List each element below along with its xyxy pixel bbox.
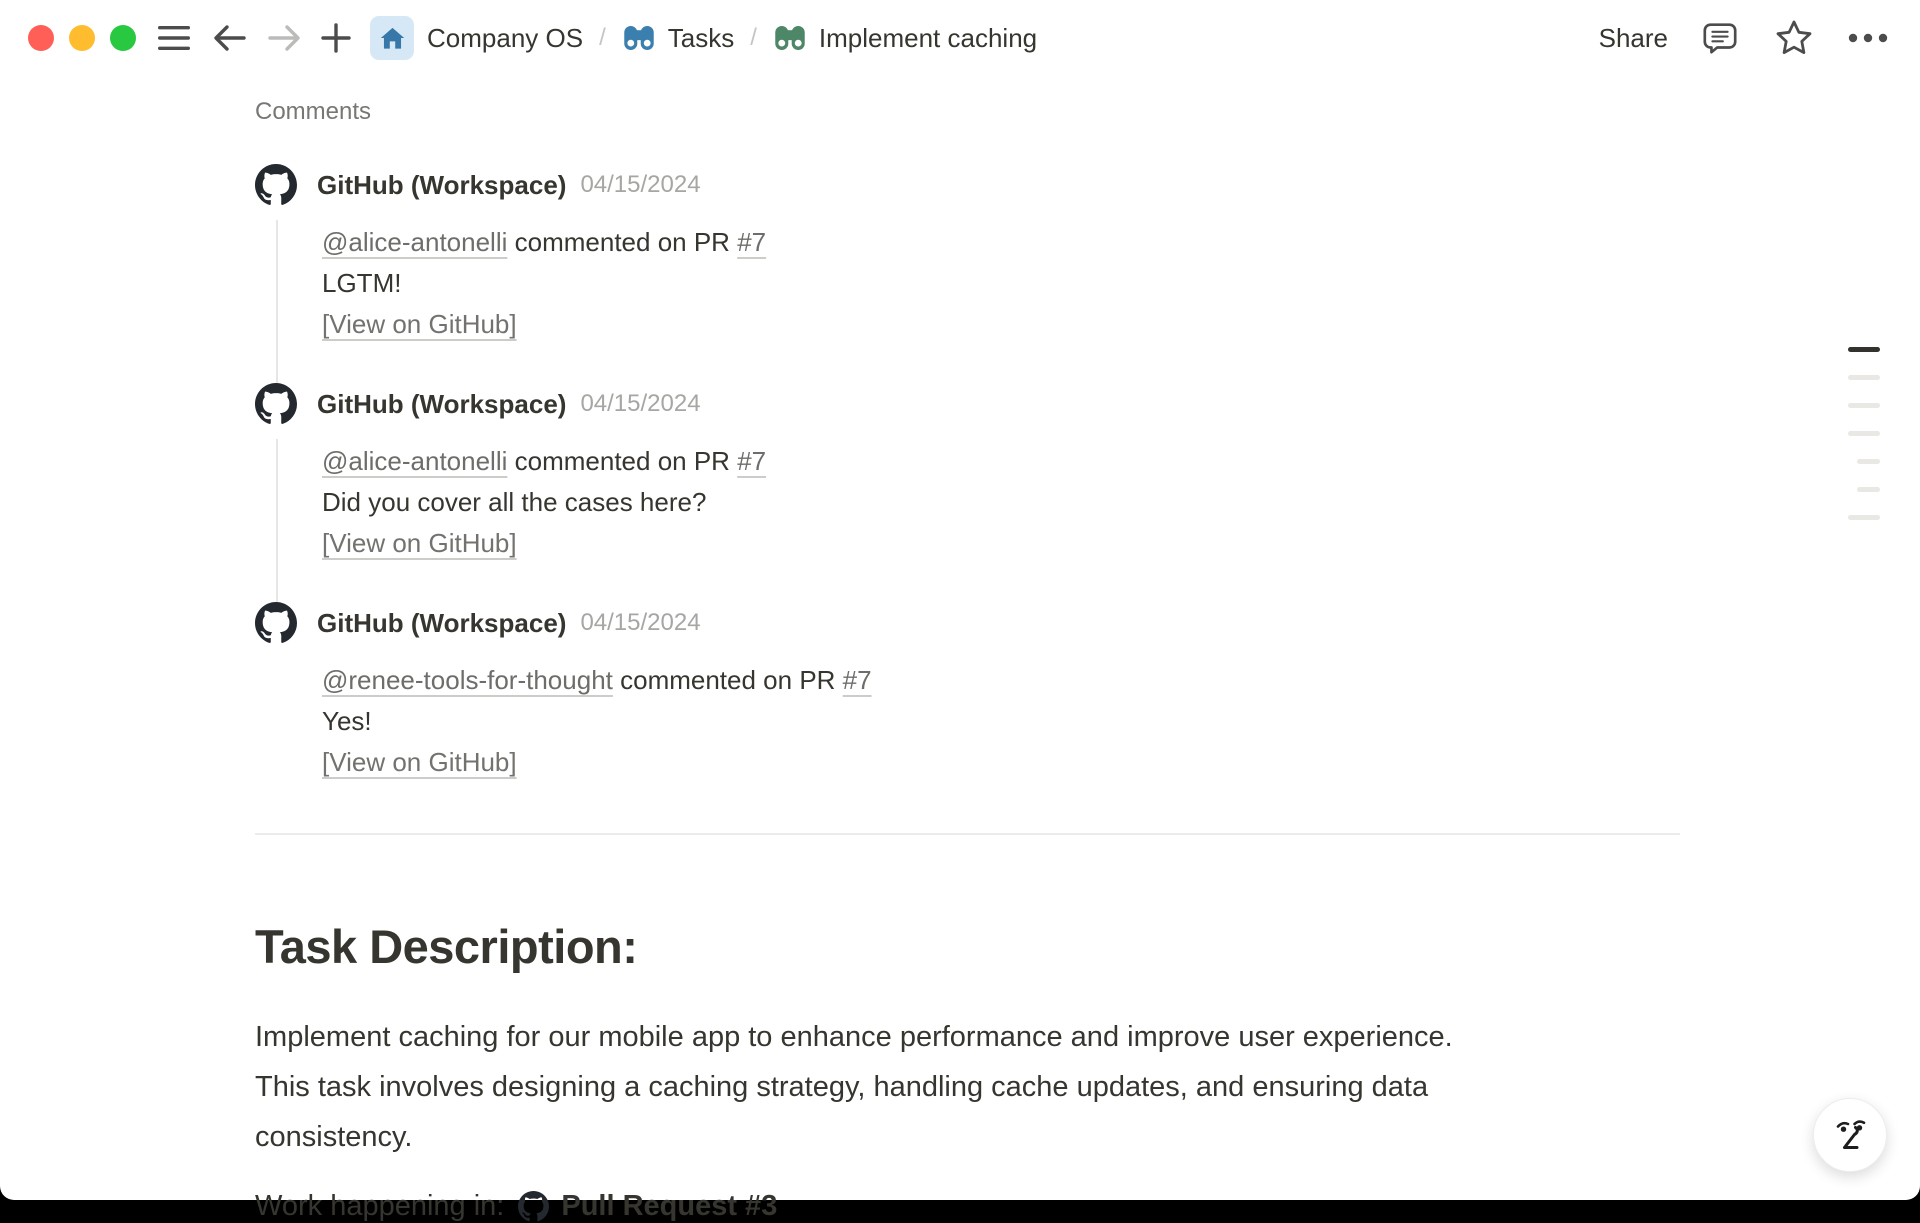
binoculars-green-icon [773,21,807,55]
comment-author: GitHub (Workspace) [317,169,567,200]
close-window-button[interactable] [28,25,54,51]
comment-action-text: commented on PR [620,665,836,695]
comment-action-text: commented on PR [514,446,730,476]
favorite-star-icon[interactable] [1772,16,1816,60]
comment-date: 04/15/2024 [580,609,701,636]
breadcrumb-item-company-os[interactable] [370,16,583,60]
task-description-line: consistency. [255,1121,413,1153]
comment-text: Did you cover all the cases here? [322,487,707,517]
github-avatar-icon [255,164,297,206]
comment-header [255,602,1680,644]
task-description-line: This task involves designing a caching strategy, handling cache updates, and ensuring data [255,1071,1429,1103]
breadcrumb-label: Company OS [427,22,584,53]
comments-section-label: Comments [255,98,372,125]
comment-body [322,425,1680,564]
section-divider [255,833,1680,835]
comment-header [255,383,1680,425]
mention-link[interactable]: @renee-tools-for-thought [322,665,613,695]
breadcrumb-item-tasks[interactable] [622,21,734,55]
task-description-text [255,1012,1680,1162]
comment-meta-line [322,660,1680,701]
notion-ai-button[interactable] [1813,1098,1887,1172]
breadcrumb-item-implement-caching[interactable] [773,21,1037,55]
window-controls [28,25,136,51]
task-description-heading: Task Description: [255,920,638,973]
comment-item [255,383,1680,564]
github-avatar-icon [255,602,297,644]
breadcrumb [370,16,1037,60]
comments-icon[interactable] [1698,16,1742,60]
sidebar-toggle-icon[interactable] [154,18,194,58]
comment-header [255,164,1680,206]
breadcrumb-separator: / [599,24,606,51]
outline-bar[interactable] [1848,431,1880,436]
mention-link[interactable]: @alice-antonelli [322,446,508,476]
comment-body [322,206,1680,345]
page-outline-indicator[interactable] [1848,347,1880,543]
comment-meta-line [322,222,1680,263]
minimize-window-button[interactable] [69,25,95,51]
topbar [0,0,1920,76]
breadcrumb-separator: / [750,24,757,51]
comment-text: Yes! [322,706,372,736]
page-content [0,76,1920,1223]
breadcrumb-label: Tasks [667,22,735,53]
view-on-github-link[interactable]: [View on GitHub] [322,309,517,339]
outline-bar[interactable] [1857,459,1880,464]
comment-item [255,164,1680,345]
view-on-github-link[interactable]: [View on GitHub] [322,528,517,558]
comment-meta-line [322,441,1680,482]
github-avatar-icon [255,383,297,425]
comment-date: 04/15/2024 [580,390,701,417]
comment-author: GitHub (Workspace) [317,388,567,419]
more-options-icon[interactable] [1846,16,1890,60]
github-icon [518,1191,549,1222]
work-happening-row [255,1190,1680,1223]
pr-number-link[interactable]: #7 [737,227,767,257]
home-icon [370,16,414,60]
outline-bar[interactable] [1848,347,1880,352]
comment-text: LGTM! [322,268,402,298]
mention-link[interactable]: @alice-antonelli [322,227,508,257]
comment-date: 04/15/2024 [580,171,701,198]
work-happening-label: Work happening in: [255,1190,505,1222]
breadcrumb-label: Implement caching [818,22,1038,53]
comment-author: GitHub (Workspace) [317,607,567,638]
outline-bar[interactable] [1848,403,1880,408]
topbar-actions [1599,16,1890,60]
view-on-github-link[interactable]: [View on GitHub] [322,747,517,777]
forward-icon[interactable] [264,18,304,58]
outline-bar[interactable] [1848,515,1880,520]
outline-bar[interactable] [1857,487,1880,492]
pr-number-link[interactable]: #7 [842,665,872,695]
share-button[interactable]: Share [1598,22,1668,53]
comment-item [255,602,1680,783]
task-description-line: Implement caching for our mobile app to enhance performance and improve user experience. [255,1021,1453,1053]
back-icon[interactable] [210,18,250,58]
comment-action-text: commented on PR [514,227,730,257]
binoculars-blue-icon [622,21,656,55]
new-tab-icon[interactable] [316,18,356,58]
comment-body [322,644,1680,783]
ai-face-icon [1829,1114,1871,1156]
pull-request-link[interactable]: Pull Request #3 [561,1190,778,1222]
fullscreen-window-button[interactable] [110,25,136,51]
pr-number-link[interactable]: #7 [737,446,767,476]
outline-bar[interactable] [1848,375,1880,380]
